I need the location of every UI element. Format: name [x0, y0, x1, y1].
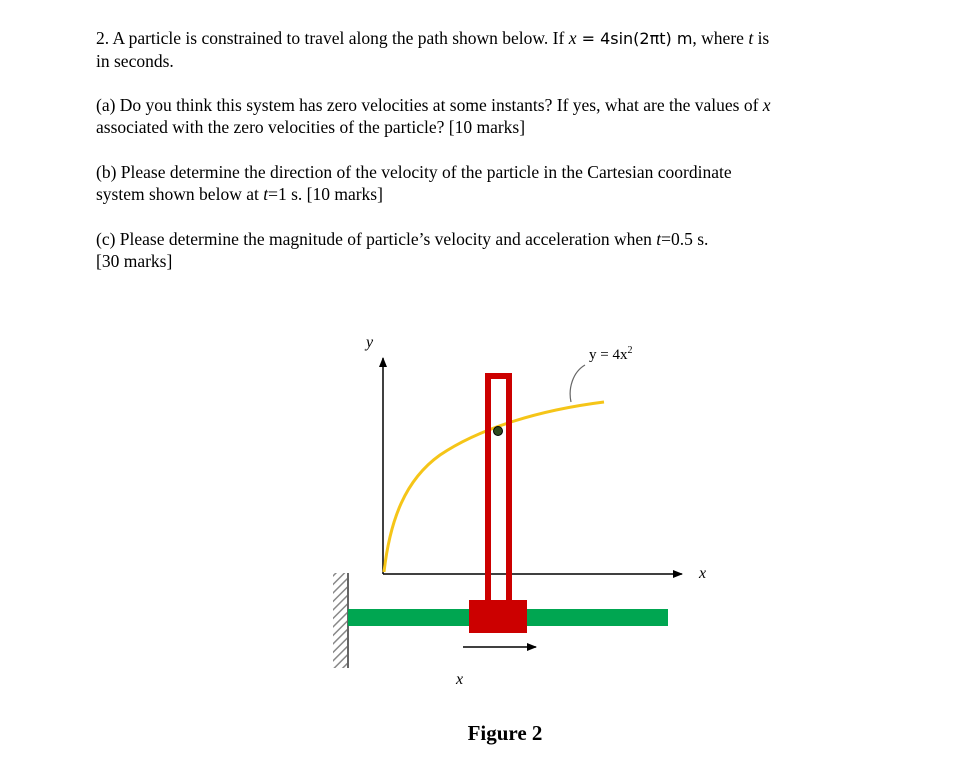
part-a-text: (a) Do you think this system has zero velocities at some instants? If yes, what are the values of — [96, 95, 763, 115]
parabolic-path — [384, 402, 604, 572]
part-a-var-x: x — [762, 95, 771, 115]
part-b-text-post: =1 s. [10 marks] — [268, 184, 383, 204]
part-c-text: (c) Please determine the magnitude of particle’s velocity and acceleration when — [96, 229, 657, 249]
part-c-var-t: t — [656, 229, 662, 249]
figure-caption: Figure 2 — [467, 721, 543, 745]
intro-text-suffix: is — [753, 28, 770, 48]
part-a-line-2: associated with the zero velocities of the particle? [10 marks] — [96, 117, 526, 137]
particle — [494, 427, 503, 436]
curve-equation-text: y = 4x — [589, 347, 628, 363]
part-c-line-2: [30 marks] — [96, 251, 173, 271]
part-b-line-1: (b) Please determine the direction of the velocity of the particle in the Cartesian coordinate — [96, 162, 732, 182]
ground-wall-hatch — [333, 573, 348, 668]
position-equation: = 4sin(2πt) m — [576, 29, 693, 48]
slotted-link — [488, 376, 509, 604]
intro-var-t: t — [748, 28, 754, 48]
intro-text-mid: , where — [692, 28, 749, 48]
intro-text: 2. A particle is constrained to travel along the path shown below. If — [96, 28, 569, 48]
slider-x-label: x — [456, 671, 464, 688]
slider-block — [469, 600, 527, 633]
y-axis-label: y — [366, 334, 374, 351]
part-b-var-t: t — [263, 184, 269, 204]
intro-line-2: in seconds. — [96, 51, 174, 71]
curve-label-leader — [570, 365, 585, 402]
part-c-text-post: =0.5 s. — [661, 229, 709, 249]
curve-equation-label — [589, 345, 632, 363]
curve-equation-exponent: 2 — [627, 345, 633, 356]
intro-var-x: x — [568, 28, 577, 48]
part-b-text: system shown below at — [96, 184, 264, 204]
x-axis-label: x — [699, 565, 707, 582]
